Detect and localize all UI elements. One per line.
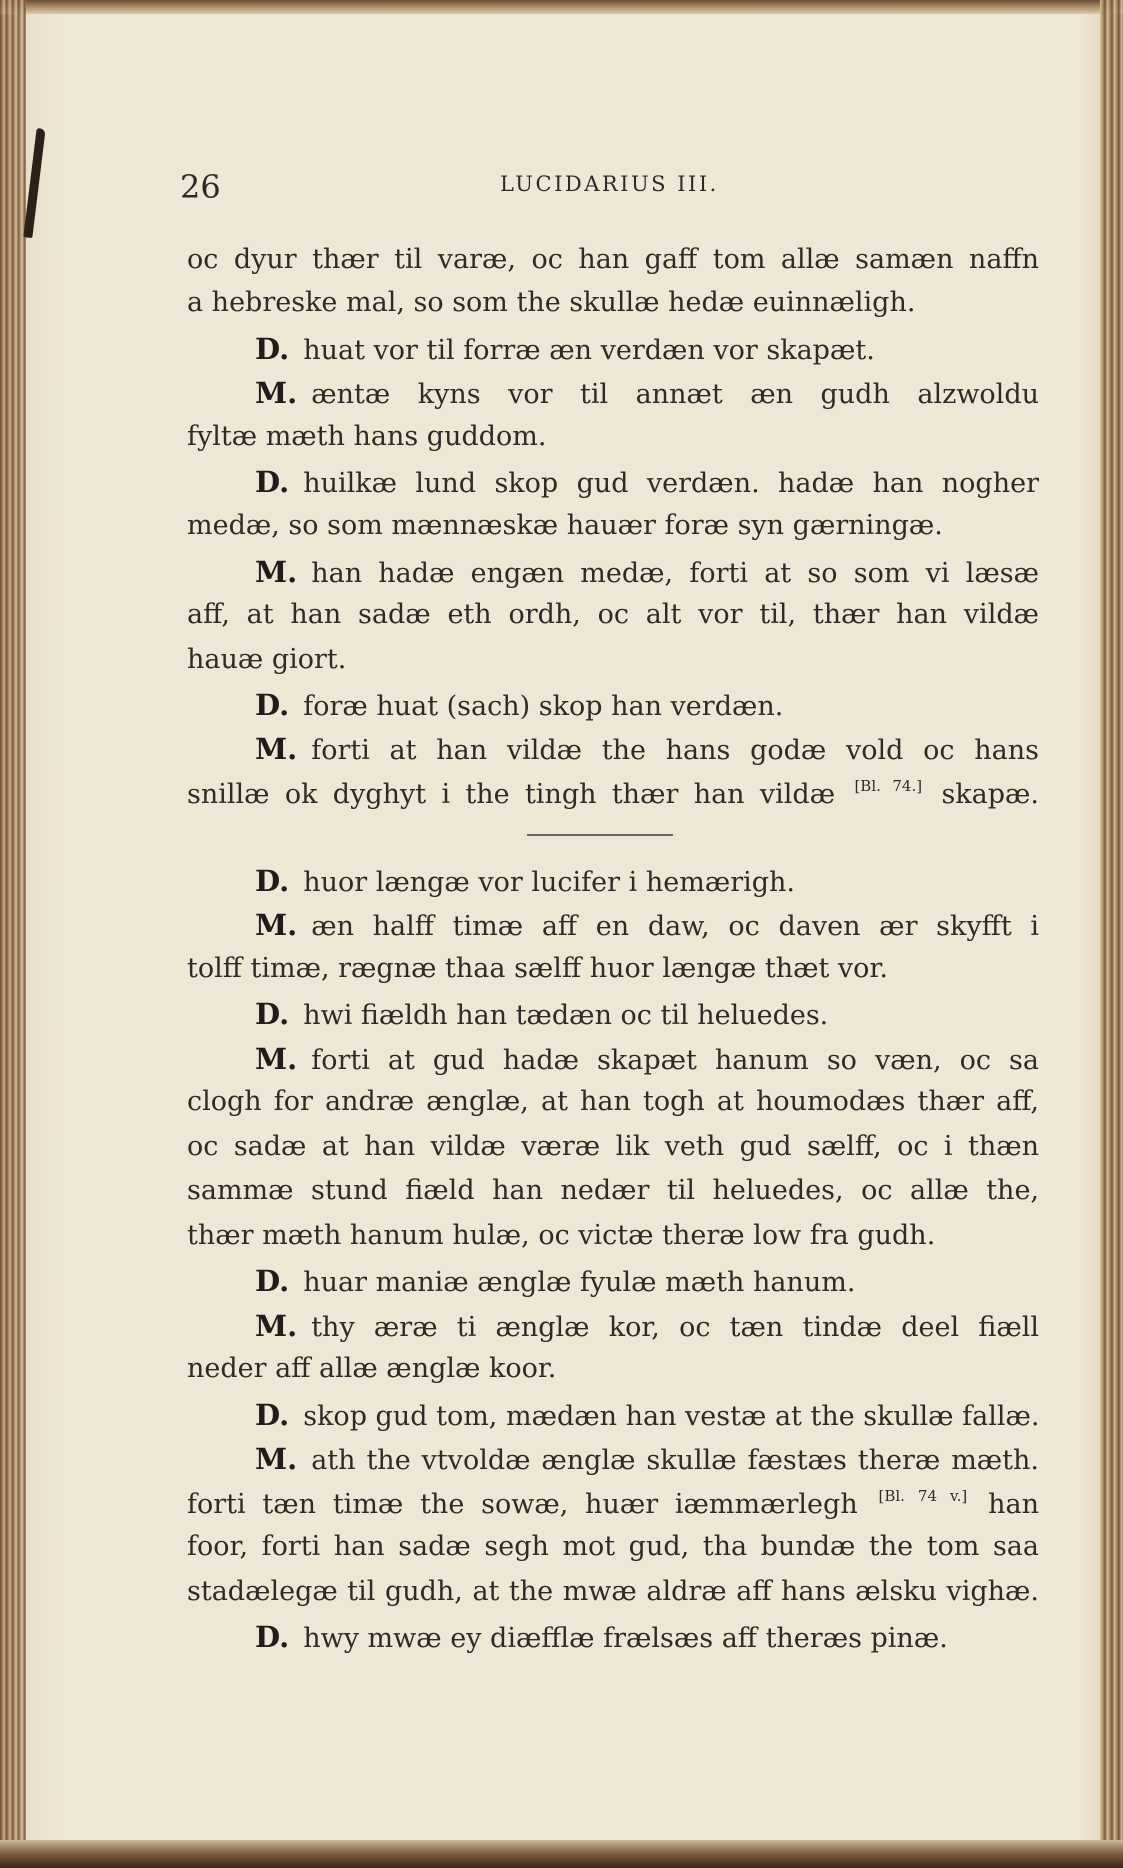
text-line: M. forti at han vildæ the hans godæ vold oc hans: [255, 732, 1039, 766]
text-line: M. forti at gud hadæ skapæt hanum so væn, oc sa: [255, 1042, 1039, 1076]
section-divider: [527, 834, 673, 836]
page-right-edge: [1100, 0, 1123, 1868]
speaker-marker: M.: [255, 908, 298, 942]
ink-mark: [23, 128, 45, 238]
folio-reference: [Bl. 74 v.]: [878, 1487, 968, 1505]
running-head: LUCIDARIUS III.: [500, 172, 719, 196]
text-line: D. hwi fiældh han tædæn oc til heluedes.: [255, 997, 829, 1031]
text-line: hauæ giort.: [187, 644, 347, 675]
text-line: M. ath the vtvoldæ ænglæ skullæ fæstæs theræ mæth.: [255, 1442, 1039, 1476]
text-line: M. han hadæ engæn medæ, forti at so som vi læsæ: [255, 555, 1039, 589]
text-line: D. huor længæ vor lucifer i hemærigh.: [255, 864, 795, 898]
folio-reference: [Bl. 74.]: [854, 777, 923, 795]
text-line: clogh for andræ ænglæ, at han togh at houmodæs thær aff,: [187, 1086, 1039, 1117]
speaker-marker: M.: [255, 732, 298, 766]
speaker-marker: D.: [255, 1264, 290, 1298]
page-left-edge: [0, 0, 26, 1868]
text-line: M. æntæ kyns vor til annæt æn gudh alzwoldu: [255, 376, 1039, 410]
speaker-marker: D.: [255, 332, 290, 366]
text-line: D. skop gud tom, mædæn han vestæ at the skullæ fallæ.: [255, 1398, 1040, 1432]
text-line: medæ, so som mænnæskæ hauær foræ syn gærningæ.: [187, 510, 943, 541]
speaker-marker: M.: [255, 376, 298, 410]
speaker-marker: M.: [255, 1042, 298, 1076]
text-line: stadælegæ til gudh, at the mwæ aldræ aff hans ælsku vighæ.: [187, 1576, 1039, 1607]
text-line: D. huar maniæ ænglæ fyulæ mæth hanum.: [255, 1264, 856, 1298]
page-top-edge: [0, 0, 1123, 14]
text-line: neder aff allæ ænglæ koor.: [187, 1353, 557, 1384]
text-line: aff, at han sadæ eth ordh, oc alt vor til, thær han vildæ: [187, 599, 1039, 630]
text-line: forti tæn timæ the sowæ, huær iæmmærlegh [Bl. 74 v.] han: [187, 1487, 1039, 1520]
text-line: oc dyur thær til varæ, oc han gaff tom allæ samæn naffn: [187, 244, 1039, 275]
text-line: D. foræ huat (sach) skop han verdæn.: [255, 688, 784, 722]
text-line: M. thy æræ ti ænglæ kor, oc tæn tindæ deel fiæll: [255, 1309, 1039, 1343]
page-bottom-edge: [0, 1840, 1123, 1868]
text-line: oc sadæ at han vildæ væræ lik veth gud sælff, oc i thæn: [187, 1131, 1039, 1162]
text-line: foor, forti han sadæ segh mot gud, tha bundæ the tom saa: [187, 1531, 1039, 1562]
speaker-marker: D.: [255, 1620, 290, 1654]
page-number: 26: [180, 168, 221, 206]
text-line: sammæ stund fiæld han nedær til heluedes, oc allæ the,: [187, 1175, 1039, 1206]
speaker-marker: D.: [255, 688, 290, 722]
text-line: snillæ ok dyghyt i the tingh thær han vildæ [Bl. 74.] skapæ.: [187, 777, 1040, 810]
speaker-marker: D.: [255, 465, 290, 499]
text-line: D. huilkæ lund skop gud verdæn. hadæ han nogher: [255, 465, 1039, 499]
speaker-marker: D.: [255, 864, 290, 898]
text-line: D. hwy mwæ ey diæfflæ frælsæs aff theræs pinæ.: [255, 1620, 948, 1654]
speaker-marker: M.: [255, 555, 298, 589]
speaker-marker: M.: [255, 1442, 298, 1476]
text-line: a hebreske mal, so som the skullæ hedæ euinnæligh.: [187, 287, 916, 318]
text-line: tolff timæ, rægnæ thaa sælff huor længæ thæt vor.: [187, 953, 888, 984]
speaker-marker: D.: [255, 1398, 290, 1432]
text-line: fyltæ mæth hans guddom.: [187, 421, 547, 452]
speaker-marker: D.: [255, 997, 290, 1031]
text-line: thær mæth hanum hulæ, oc victæ theræ low fra gudh.: [187, 1220, 936, 1251]
text-line: M. æn halff timæ aff en daw, oc daven ær skyfft i: [255, 908, 1039, 942]
text-line: D. huat vor til forræ æn verdæn vor skapæt.: [255, 332, 875, 366]
speaker-marker: M.: [255, 1309, 298, 1343]
